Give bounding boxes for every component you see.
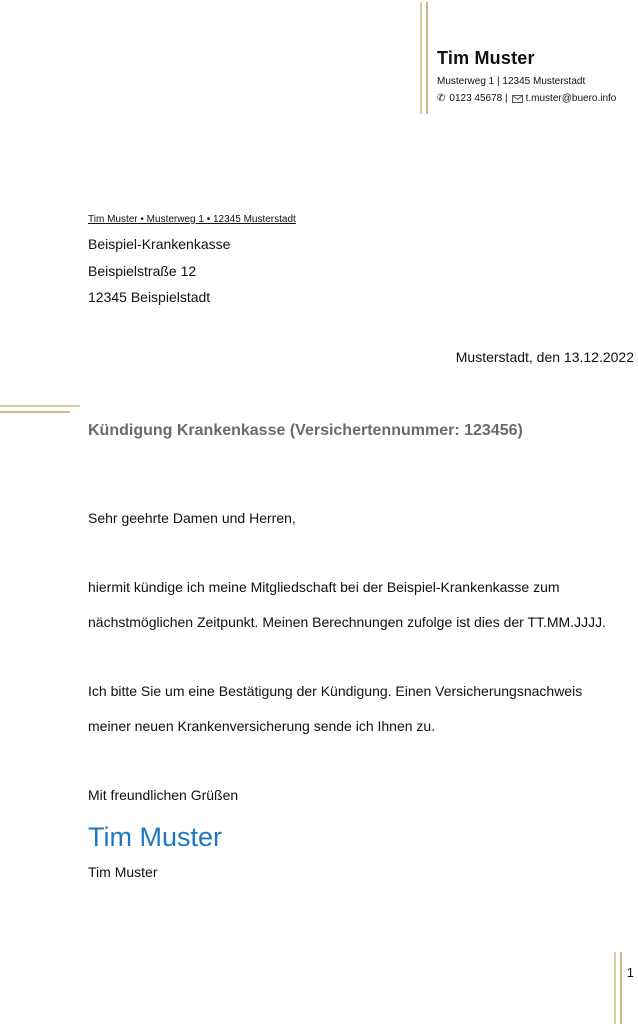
header-divider-line-1 bbox=[420, 2, 422, 114]
subject-accent-line-2 bbox=[0, 411, 70, 413]
signature-printed-name: Tim Muster bbox=[88, 864, 158, 880]
subject-accent-line-1 bbox=[0, 405, 80, 407]
return-address-line: Tim Muster • Musterweg 1 • 12345 Musterstadt bbox=[88, 214, 296, 225]
recipient-line-3: 12345 Beispielstadt bbox=[88, 289, 211, 305]
header-divider-line-2 bbox=[426, 2, 428, 114]
recipient-line-1: Beispiel-Krankenkasse bbox=[88, 236, 231, 252]
footer-divider-line-2 bbox=[620, 952, 622, 1024]
date-line: Musterstadt, den 13.12.2022 bbox=[455, 349, 634, 365]
body-paragraph-2-line-1: Ich bitte Sie um eine Bestätigung der Kündigung. Einen Versicherungsnachweis bbox=[88, 683, 583, 699]
recipient-line-2: Beispielstraße 12 bbox=[88, 263, 197, 279]
sender-contact bbox=[437, 93, 616, 104]
salutation: Sehr geehrte Damen und Herren, bbox=[88, 510, 296, 526]
sender-address: Musterweg 1 | 12345 Musterstadt bbox=[437, 76, 586, 87]
page-number: 1 bbox=[626, 965, 634, 980]
sender-name: Tim Muster bbox=[437, 48, 535, 68]
closing: Mit freundlichen Grüßen bbox=[88, 787, 239, 803]
body-paragraph-1-line-1: hiermit kündige ich meine Mitgliedschaft bei der Beispiel-Krankenkasse zum bbox=[88, 579, 560, 595]
sender-phone: 0123 45678 | bbox=[449, 93, 508, 104]
body-paragraph-2-line-2: meiner neuen Krankenversicherung sende ich Ihnen zu. bbox=[88, 718, 436, 734]
phone-icon: ✆ bbox=[437, 93, 446, 104]
body-paragraph-1-line-2: nächstmöglichen Zeitpunkt. Meinen Berechnungen zufolge ist dies der TT.MM.JJJJ. bbox=[88, 614, 606, 630]
letter-subject: Kündigung Krankenkasse (Versichertennummer: 123456) bbox=[88, 422, 523, 439]
sender-email: t.muster@buero.info bbox=[525, 93, 617, 104]
envelope-icon bbox=[512, 95, 523, 103]
signature-script: Tim Muster bbox=[88, 822, 222, 852]
footer-divider-line-1 bbox=[614, 952, 616, 1024]
